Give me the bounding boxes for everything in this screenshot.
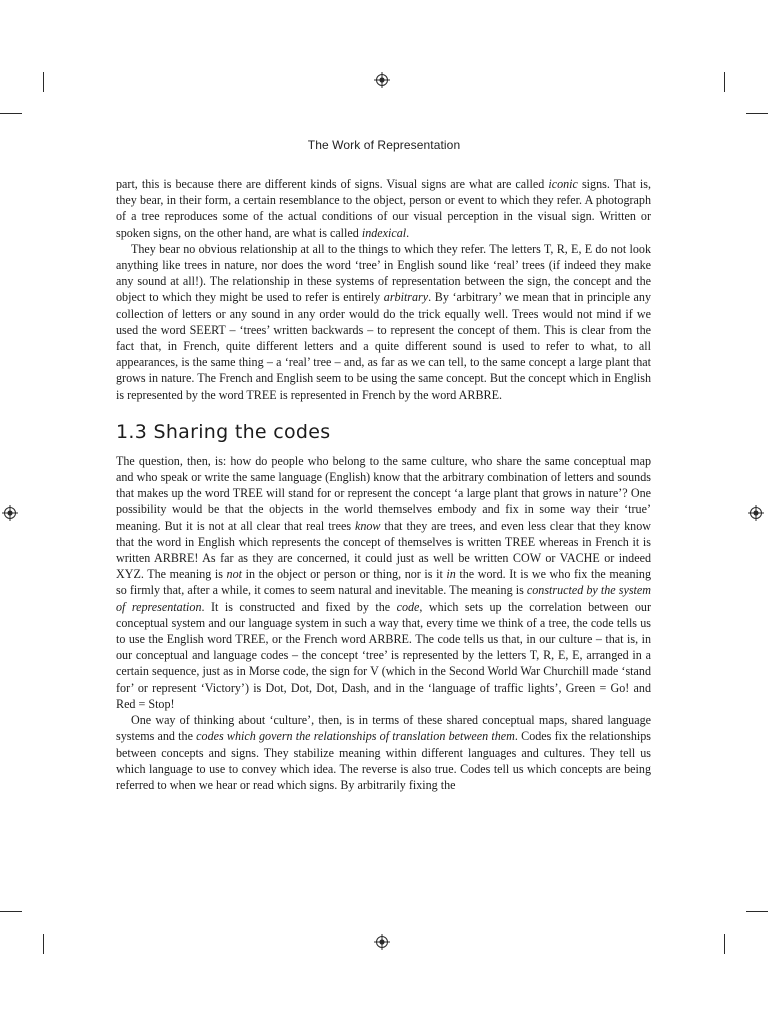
italic-text: not xyxy=(226,567,242,582)
paragraph xyxy=(116,176,651,241)
crop-mark-left-lower xyxy=(0,911,22,912)
italic-text: iconic xyxy=(548,177,578,191)
crop-mark-left-upper xyxy=(0,113,22,114)
italic-text: arbitrary xyxy=(383,290,429,305)
text-run: . It is constructed and fixed by the xyxy=(201,599,397,614)
crop-mark-right-upper xyxy=(746,113,768,114)
running-head: The Work of Representation xyxy=(307,138,461,152)
page-body xyxy=(116,176,651,793)
italic-text: codes which govern the relationships of translation between them xyxy=(196,729,515,744)
registration-mark-bottom-icon xyxy=(374,934,390,950)
paragraph xyxy=(116,241,651,403)
paragraph xyxy=(116,453,651,712)
text-run: signs. That is, they bear, in their form, a certain resemblance to the object, person or event to which they refer. A photograph of a tree reproduces some of the actual conditions of our visual perception in the visual sign. Written or spoken signs, on the other hand, are what is called xyxy=(116,177,651,240)
registration-mark-right-icon xyxy=(748,505,764,521)
italic-text: know xyxy=(354,518,381,533)
text-run: that they are trees, and even less clear that they know that the word in English which represents the concept of themselves is written TREE whereas in French it is written ARBRE! As far as they are concerned, it could just as well be written COW or VACHE or indeed XYZ. The meaning is xyxy=(116,518,651,582)
paragraph xyxy=(116,712,651,793)
text-run: . Codes fix the relationships between concepts and signs. They stabilize meaning within different languages and cultures. They tell us which language to use to convey which idea. The reverse is also true. Codes tell us which concepts are being referred to when we hear or read which signs. By arbitrarily fixing the xyxy=(116,729,651,792)
text-run: . xyxy=(406,225,410,240)
italic-text: in xyxy=(446,567,456,582)
text-run: part, this is because there are different kinds of signs. Visual signs are what are called xyxy=(116,177,549,191)
text-run: . By ‘arbitrary’ we mean that in principle any collection of letters or any sound in any order would do the trick equally well. Trees would not mind if we used the word SEERT – ‘trees’ written backwards – to represent the concept of them. This is clear from the fact that, in French, quite different letters and a quite different sound is used to refer to what, to all appearances, is the same thing – a ‘real’ tree – and, as far as we can tell, to the same concept a large plant that grows in nature. The French and English seem to be using the same concept. But the concept which in English is represented by the word TREE is represented in French by the word ARBRE. xyxy=(116,290,652,402)
section-heading: 1.3 Sharing the codes xyxy=(116,420,331,443)
crop-mark-bottom-right xyxy=(724,934,725,954)
text-run: The question, then, is: how do people who belong to the same culture, who share the same conceptual map and who speak or write the same language (English) know that the arbitrary combination of letters and sounds that makes up the word TREE will stand for or represent the concept ‘a large plant that grows in nature’? One possibility would be that the objects in the world themselves embody and fix in some way their ‘true’ meaning. But it is not at all clear that real trees xyxy=(116,453,651,533)
italic-text: constructed by the system of representation xyxy=(116,583,651,614)
text-run: the word. It is we who fix the meaning so firmly that, after a while, it comes to seem natural and inevitable. The meaning is xyxy=(116,567,651,598)
text-run: , which sets up the correlation between our conceptual system and our language system in such a way that, every time we think of a tree, the code tells us to use the English word TREE, or the French word ARBRE. The code tells us that, in our culture – that is, in our conceptual and language codes – the concept ‘tree’ is represented by the letters T, R, E, E, arranged in a certain sequence, just as in Morse code, the sign for V (which in the Second World War Churchill made ‘stand for’ or represent ‘Victory’) is Dot, Dot, Dot, Dash, and in the ‘language of traffic lights’, Green = Go! and Red = Stop! xyxy=(116,599,651,711)
italic-text: code xyxy=(396,599,420,614)
crop-mark-top-right xyxy=(724,72,725,92)
text-run: in the object or person or thing, nor is it xyxy=(242,567,447,582)
crop-mark-bottom-left xyxy=(43,934,44,954)
crop-mark-top-left xyxy=(43,72,44,92)
crop-mark-right-lower xyxy=(746,911,768,912)
italic-text: indexical xyxy=(361,225,407,240)
registration-mark-top-icon xyxy=(374,72,390,88)
text-run: They bear no obvious relationship at all to the things to which they refer. The letters T, R, E, E do not look anything like trees in nature, nor does the word ‘tree’ in English sound like ‘real’ trees (if indeed they make any sound at all!). The relationship in these systems of representation between the sign, the concept and the object to which they might be used to refer is entirely xyxy=(116,241,651,305)
registration-mark-left-icon xyxy=(2,505,18,521)
text-run: One way of thinking about ‘culture’, then, is in terms of these shared conceptual maps, shared language systems and the xyxy=(116,713,651,744)
